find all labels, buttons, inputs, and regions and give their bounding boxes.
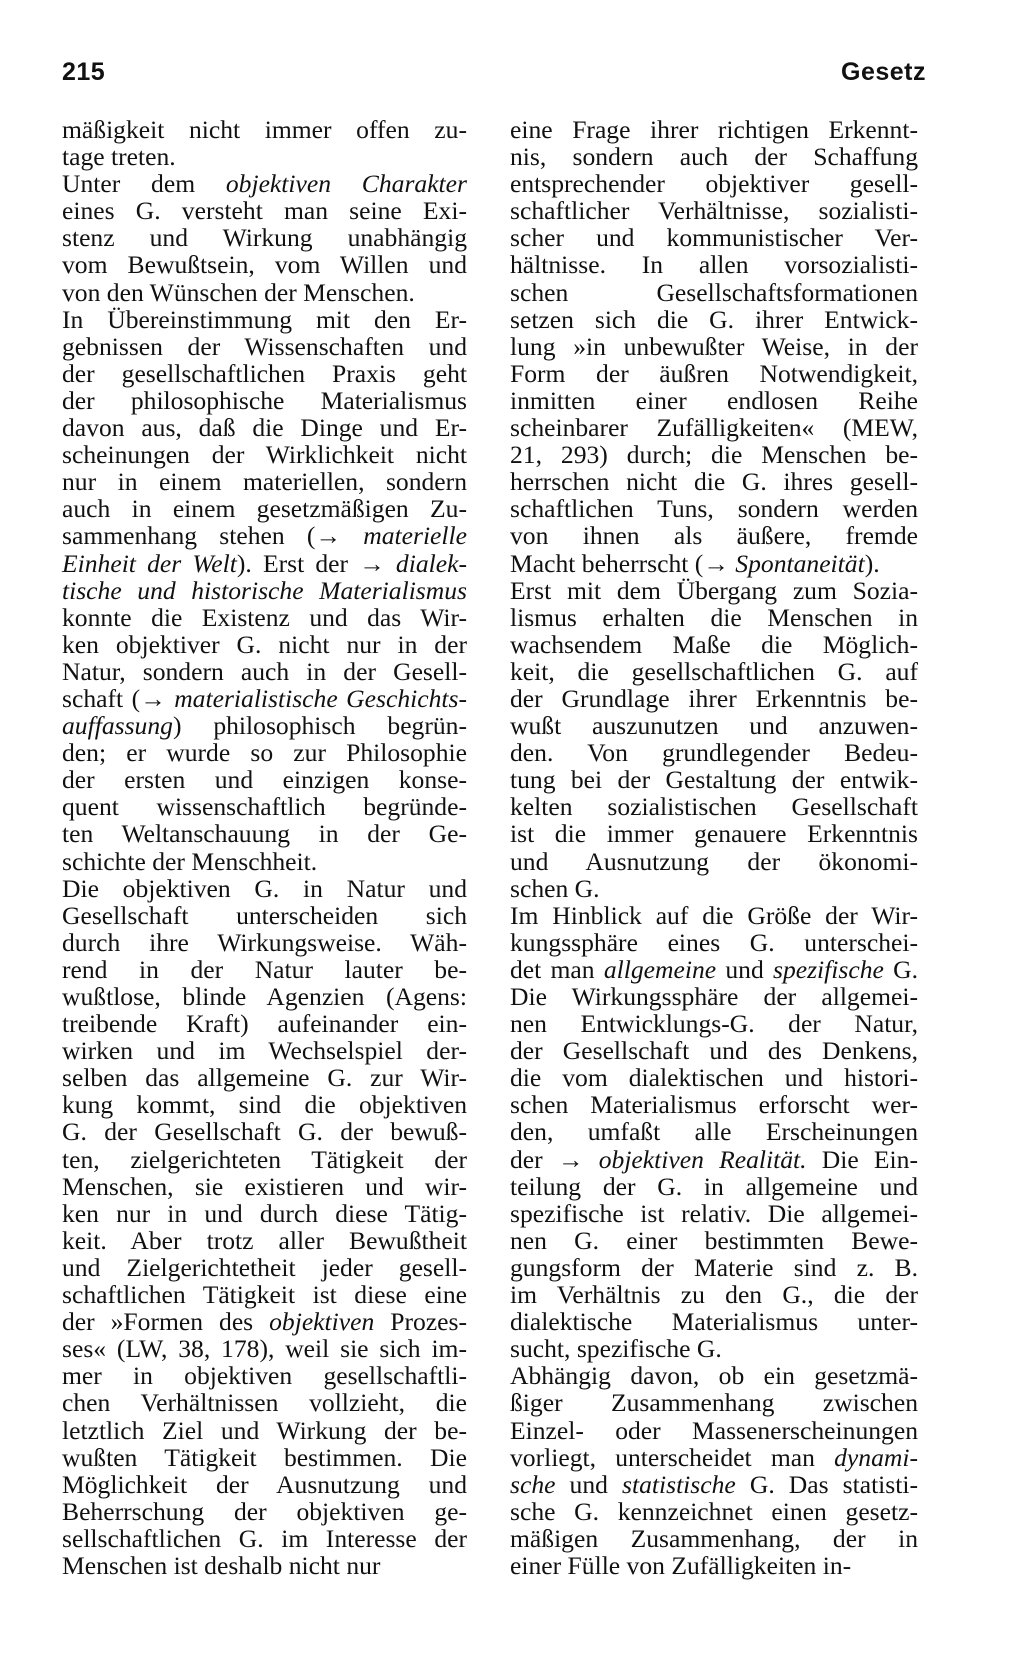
text-segment: Die objektiven G. in Natur und xyxy=(62,873,467,903)
text-line xyxy=(510,224,918,251)
text-line xyxy=(62,631,467,658)
text-line xyxy=(62,1444,467,1471)
text-line xyxy=(62,1227,467,1254)
text-segment: Menschen ist deshalb nicht nur xyxy=(62,1550,381,1580)
text-segment: ses« (LW, 38, 178), weil sie sich im- xyxy=(62,1334,467,1364)
text-line xyxy=(510,333,918,360)
text-line xyxy=(510,306,918,333)
text-line xyxy=(510,1091,918,1118)
text-segment: rend in der Natur lauter be- xyxy=(62,954,467,984)
text-line xyxy=(510,1335,918,1362)
text-segment: inmitten einer endlosen Reihe xyxy=(510,385,918,415)
text-segment: wußten Tätigkeit bestimmen. Die xyxy=(62,1442,467,1472)
text-line xyxy=(62,550,467,577)
text-segment: und Zielgerichtetheit jeder gesell- xyxy=(62,1252,467,1282)
text-line xyxy=(62,414,467,441)
text-line xyxy=(510,197,918,224)
italic-term: Spontaneität xyxy=(735,548,865,578)
text-line xyxy=(510,793,918,820)
text-line xyxy=(510,1498,918,1525)
text-segment: Unter dem xyxy=(62,169,226,199)
text-line xyxy=(62,197,467,224)
text-line xyxy=(62,251,467,278)
text-segment: auch in einem gesetzmäßigen Zu- xyxy=(62,494,467,524)
text-segment: In Übereinstimmung mit den Er- xyxy=(62,304,467,334)
text-line xyxy=(510,1362,918,1389)
text-segment: der philosophische Materialismus xyxy=(62,385,467,415)
text-segment: kelten sozialistischen Gesellschaft xyxy=(510,792,918,822)
text-line xyxy=(510,848,918,875)
italic-term: dialek- xyxy=(395,548,467,578)
text-line xyxy=(62,279,467,306)
text-line xyxy=(62,739,467,766)
text-segment: treibende Kraft) aufeinander ein- xyxy=(62,1009,467,1039)
text-line xyxy=(62,956,467,983)
text-segment: Abhängig davon, ob ein gesetzmä- xyxy=(510,1361,918,1391)
text-segment: schaft (→ xyxy=(62,683,175,713)
text-segment: wirken und im Wechselspiel der- xyxy=(62,1036,467,1066)
text-segment: G. der Gesellschaft G. der bewuß- xyxy=(62,1117,467,1147)
text-segment: davon aus, daß die Dinge und Er- xyxy=(62,413,467,443)
text-line xyxy=(510,1389,918,1416)
page-number: 215 xyxy=(62,58,106,86)
text-line xyxy=(510,631,918,658)
text-line xyxy=(510,468,918,495)
text-segment: der Grundlage ihrer Erkenntnis be- xyxy=(510,683,918,713)
right-text-column xyxy=(510,116,918,1579)
text-segment: tung bei der Gestaltung der entwik- xyxy=(510,765,918,795)
text-segment: nur in einem materiellen, sondern xyxy=(62,467,467,497)
text-line xyxy=(62,1335,467,1362)
text-segment: sche G. kennzeichnet einen gesetz- xyxy=(510,1496,918,1526)
text-line xyxy=(510,522,918,549)
text-line xyxy=(510,550,918,577)
text-segment: ). Erst der → xyxy=(236,548,396,578)
text-segment: eine Frage ihrer richtigen Erkennt- xyxy=(510,115,918,144)
text-segment: Einzel- oder Massenerscheinungen xyxy=(510,1415,918,1445)
text-line xyxy=(510,902,918,929)
text-segment: von den Wünschen der Menschen. xyxy=(62,277,415,307)
text-line xyxy=(62,766,467,793)
italic-term: allgemeine xyxy=(603,954,717,984)
text-segment: ten, zielgerichteten Tätigkeit der xyxy=(62,1144,467,1174)
text-line xyxy=(510,577,918,604)
text-line xyxy=(62,658,467,685)
text-line xyxy=(510,170,918,197)
text-segment: scheinungen der Wirklichkeit nicht xyxy=(62,440,467,470)
text-segment: der gesellschaftlichen Praxis geht xyxy=(62,358,467,388)
text-line xyxy=(510,387,918,414)
text-line xyxy=(62,1471,467,1498)
text-segment: Macht beherrscht (→ xyxy=(510,548,736,578)
text-segment: schaftlichen Tuns, sondern werden xyxy=(510,494,918,524)
text-line xyxy=(62,333,467,360)
text-segment: Gesellschaft unterscheiden sich xyxy=(62,900,467,930)
text-segment: setzen sich die G. ihrer Entwick- xyxy=(510,304,918,334)
italic-term: tische und historische Materialismus xyxy=(62,575,467,605)
text-line xyxy=(62,875,467,902)
text-line xyxy=(62,1118,467,1145)
text-segment: scheinbarer Zufälligkeiten« (MEW, xyxy=(510,413,918,443)
text-segment: selben das allgemeine G. zur Wir- xyxy=(62,1063,467,1093)
text-segment: sucht, spezifische G. xyxy=(510,1334,722,1364)
text-line xyxy=(62,1200,467,1227)
text-line xyxy=(510,1444,918,1471)
text-segment: Im Hinblick auf die Größe der Wir- xyxy=(510,900,918,930)
text-line xyxy=(62,685,467,712)
text-segment: det man xyxy=(510,954,604,984)
text-line xyxy=(510,495,918,522)
text-segment: Form der äußren Notwendigkeit, xyxy=(510,358,918,388)
text-segment: letztlich Ziel und Wirkung der be- xyxy=(62,1415,467,1445)
text-segment: und xyxy=(555,1469,623,1499)
text-line xyxy=(510,143,918,170)
text-segment: Natur, sondern auch in der Gesell- xyxy=(62,656,467,686)
text-segment: keit, die gesellschaftlichen G. auf xyxy=(510,656,918,686)
text-line xyxy=(510,983,918,1010)
text-segment: nis, sondern auch der Schaffung xyxy=(510,142,918,172)
italic-term: spezifische xyxy=(772,954,884,984)
text-line xyxy=(62,387,467,414)
text-line xyxy=(510,1552,918,1579)
text-line xyxy=(510,1471,918,1498)
text-line xyxy=(510,956,918,983)
text-line xyxy=(62,224,467,251)
text-line xyxy=(62,360,467,387)
text-segment: eines G. versteht man seine Exi- xyxy=(62,196,467,226)
text-line xyxy=(62,306,467,333)
text-line xyxy=(510,1281,918,1308)
text-segment: ken nur in und durch diese Tätig- xyxy=(62,1198,467,1228)
italic-term: sche xyxy=(510,1469,556,1499)
italic-term: objektiven Realität. xyxy=(598,1144,807,1174)
text-line xyxy=(62,1308,467,1335)
text-segment: lung »in unbewußter Weise, in der xyxy=(510,331,918,361)
text-line xyxy=(62,848,467,875)
text-segment: im Verhältnis zu den G., die der xyxy=(510,1280,918,1310)
text-line xyxy=(510,1173,918,1200)
text-segment: entsprechender objektiver gesell- xyxy=(510,169,918,199)
text-line xyxy=(510,1417,918,1444)
text-line xyxy=(510,360,918,387)
text-line xyxy=(62,116,467,143)
text-line xyxy=(62,820,467,847)
text-segment: stenz und Wirkung unabhängig xyxy=(62,223,467,253)
text-segment: Beherrschung der objektiven ge- xyxy=(62,1496,467,1526)
text-line xyxy=(62,1146,467,1173)
text-line xyxy=(62,1254,467,1281)
text-line xyxy=(62,712,467,739)
text-line xyxy=(510,875,918,902)
italic-term: dynami- xyxy=(834,1442,918,1472)
text-line xyxy=(62,1091,467,1118)
text-segment: schen Gesellschaftsformationen xyxy=(510,277,918,307)
text-line xyxy=(62,983,467,1010)
text-segment: G. xyxy=(883,954,918,984)
text-segment: und xyxy=(716,954,773,984)
text-segment: ken objektiver G. nicht nur in der xyxy=(62,629,467,659)
text-line xyxy=(510,116,918,143)
text-segment: den; er wurde so zur Philosophie xyxy=(62,738,467,768)
text-segment: der »Formen des xyxy=(62,1307,270,1337)
text-line xyxy=(62,1037,467,1064)
text-segment: vorliegt, unterscheidet man xyxy=(510,1442,835,1472)
italic-term: Einheit der Welt xyxy=(62,548,237,578)
text-segment: herrschen nicht die G. ihres gesell- xyxy=(510,467,918,497)
text-line xyxy=(62,441,467,468)
text-line xyxy=(62,143,467,170)
text-segment: wachsendem Maße die Möglich- xyxy=(510,629,918,659)
text-segment: ten Weltanschauung in der Ge- xyxy=(62,819,467,849)
text-segment: ) philosophisch begrün- xyxy=(172,711,467,741)
text-segment: wußt auszunutzen und anzuwen- xyxy=(510,711,918,741)
text-segment: ßiger Zusammenhang zwischen xyxy=(510,1388,918,1418)
text-line xyxy=(510,1200,918,1227)
text-segment: vom Bewußtsein, vom Willen und xyxy=(62,250,467,280)
running-title: Gesetz xyxy=(841,58,926,86)
text-line xyxy=(510,712,918,739)
text-segment: einer Fülle von Zufälligkeiten in- xyxy=(510,1550,852,1580)
text-segment: der Gesellschaft und des Denkens, xyxy=(510,1036,918,1066)
text-line xyxy=(510,1064,918,1091)
text-segment: schaftlichen Tätigkeit ist diese eine xyxy=(62,1280,467,1310)
text-line xyxy=(510,1308,918,1335)
text-segment: lismus erhalten die Menschen in xyxy=(510,602,918,632)
text-line xyxy=(62,1417,467,1444)
text-line xyxy=(510,1118,918,1145)
text-line xyxy=(510,1010,918,1037)
text-segment: nen G. einer bestimmten Bewe- xyxy=(510,1225,918,1255)
text-segment: Möglichkeit der Ausnutzung und xyxy=(62,1469,467,1499)
text-segment: quent wissenschaftlich begründe- xyxy=(62,792,467,822)
text-line xyxy=(62,1064,467,1091)
text-segment: teilung der G. in allgemeine und xyxy=(510,1171,918,1201)
italic-term: materielle xyxy=(363,521,467,551)
text-segment: scher und kommunistischer Ver- xyxy=(510,223,918,253)
text-line xyxy=(62,793,467,820)
text-segment: Erst mit dem Übergang zum Sozia- xyxy=(510,575,918,605)
text-line xyxy=(62,902,467,929)
text-line xyxy=(510,820,918,847)
text-segment: ist die immer genauere Erkenntnis xyxy=(510,819,918,849)
text-line xyxy=(510,1254,918,1281)
text-segment: der ersten und einzigen konse- xyxy=(62,765,467,795)
text-segment: den, umfaßt alle Erscheinungen xyxy=(510,1117,918,1147)
text-segment: tage treten. xyxy=(62,142,176,172)
text-segment: gungsform der Materie sind z. B. xyxy=(510,1252,918,1282)
text-segment: schichte der Menschheit. xyxy=(62,846,318,876)
text-line xyxy=(510,929,918,956)
text-segment: schaftlicher Verhältnisse, sozialisti- xyxy=(510,196,918,226)
italic-term: materialistische Geschichts- xyxy=(174,683,468,713)
text-line xyxy=(510,1525,918,1552)
text-line xyxy=(510,441,918,468)
text-segment: sammenhang stehen (→ xyxy=(62,521,364,551)
text-segment: kung kommt, sind die objektiven xyxy=(62,1090,467,1120)
text-line xyxy=(510,251,918,278)
text-line xyxy=(510,658,918,685)
text-line xyxy=(62,1498,467,1525)
text-segment: sellschaftlichen G. im Interesse der xyxy=(62,1523,467,1553)
text-segment: der → xyxy=(510,1144,599,1174)
text-segment: Menschen, sie existieren und wir- xyxy=(62,1171,467,1201)
text-segment: mäßigen Zusammenhang, der in xyxy=(510,1523,918,1553)
text-line xyxy=(510,685,918,712)
text-segment: mäßigkeit nicht immer offen zu- xyxy=(62,115,467,144)
text-segment: nen Entwicklungs-G. der Natur, xyxy=(510,1009,918,1039)
text-segment: chen Verhältnissen vollzieht, die xyxy=(62,1388,467,1418)
text-segment: den. Von grundlegender Bedeu- xyxy=(510,738,918,768)
italic-term: statistische xyxy=(622,1469,736,1499)
text-line xyxy=(510,604,918,631)
text-line xyxy=(62,495,467,522)
text-segment: keit. Aber trotz aller Bewußtheit xyxy=(62,1225,467,1255)
text-segment: 21, 293) durch; die Menschen be- xyxy=(510,440,918,470)
text-line xyxy=(62,1281,467,1308)
text-segment: durch ihre Wirkungsweise. Wäh- xyxy=(62,927,467,957)
text-segment: hältnisse. In allen vorsozialisti- xyxy=(510,250,918,280)
text-segment: spezifische ist relativ. Die allgemei- xyxy=(510,1198,918,1228)
text-segment: mer in objektiven gesellschaftli- xyxy=(62,1361,467,1391)
italic-term: auffassung xyxy=(62,711,173,741)
text-segment: kungssphäre eines G. unterschei- xyxy=(510,927,918,957)
text-line xyxy=(62,577,467,604)
text-segment: Die Ein- xyxy=(806,1144,918,1174)
text-segment: von ihnen als äußere, fremde xyxy=(510,521,918,551)
text-line xyxy=(62,604,467,631)
text-segment: dialektische Materialismus unter- xyxy=(510,1307,918,1337)
text-line xyxy=(510,414,918,441)
text-segment: schen Materialismus erforscht wer- xyxy=(510,1090,918,1120)
text-line xyxy=(62,1389,467,1416)
text-line xyxy=(510,1146,918,1173)
text-line xyxy=(510,1227,918,1254)
text-line xyxy=(62,1552,467,1579)
text-line xyxy=(62,522,467,549)
italic-term: objektiven xyxy=(269,1307,375,1337)
text-segment: schen G. xyxy=(510,873,600,903)
text-segment: Die Wirkungssphäre der allgemei- xyxy=(510,982,918,1011)
text-segment: konnte die Existenz und das Wir- xyxy=(62,602,467,632)
text-line xyxy=(510,766,918,793)
text-segment: ). xyxy=(864,548,880,578)
text-line xyxy=(510,279,918,306)
text-line xyxy=(510,1037,918,1064)
left-text-column xyxy=(62,116,467,1579)
text-segment: gebnissen der Wissenschaften und xyxy=(62,331,467,361)
text-segment: wußtlose, blinde Agenzien (Agens: xyxy=(62,982,467,1011)
text-line xyxy=(62,929,467,956)
italic-term: objektiven Charakter xyxy=(225,169,467,199)
text-line xyxy=(62,170,467,197)
text-line xyxy=(62,1525,467,1552)
text-line xyxy=(62,468,467,495)
text-line xyxy=(510,739,918,766)
text-line xyxy=(62,1173,467,1200)
text-segment: die vom dialektischen und histori- xyxy=(510,1063,918,1093)
text-line xyxy=(62,1010,467,1037)
text-segment: und Ausnutzung der ökonomi- xyxy=(510,846,918,876)
text-segment: G. Das statisti- xyxy=(735,1469,918,1499)
text-line xyxy=(62,1362,467,1389)
text-segment: Prozes- xyxy=(374,1307,467,1337)
